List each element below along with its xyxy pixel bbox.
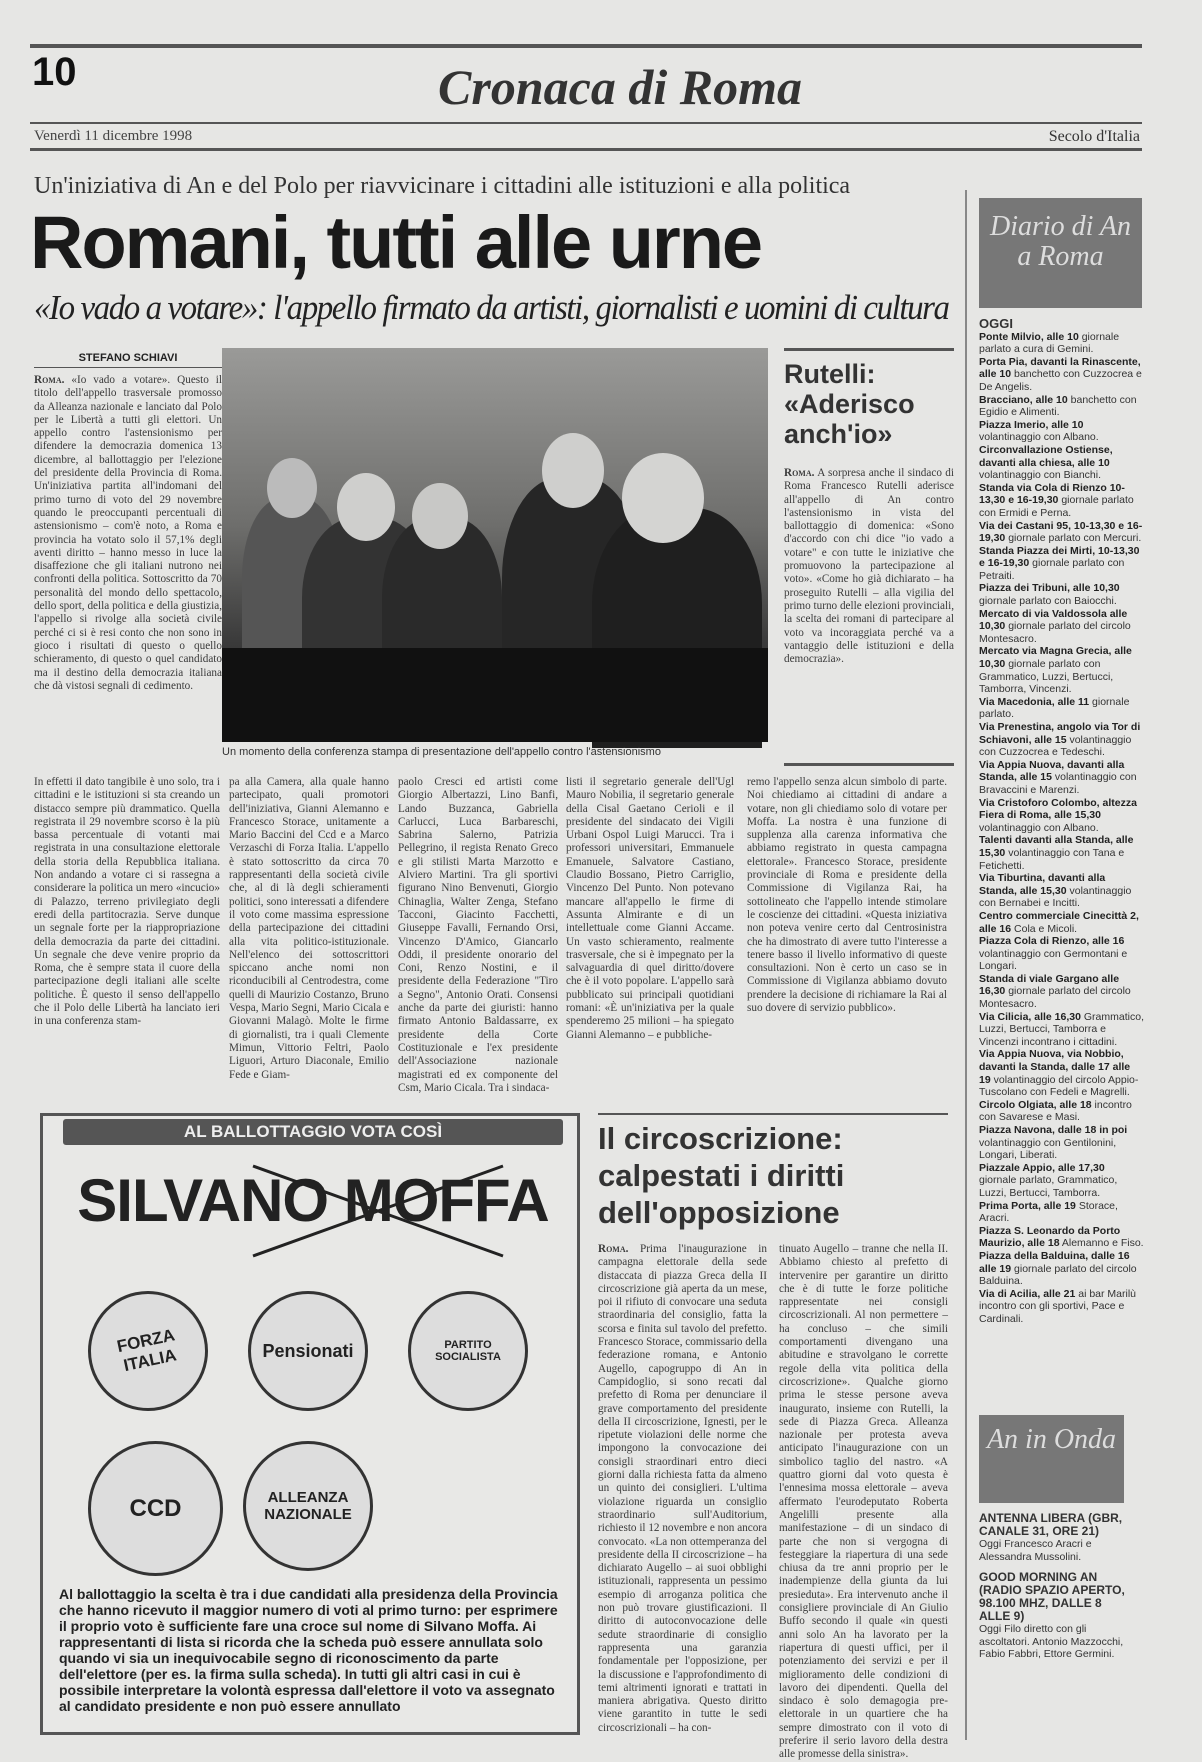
event-desc: volantinaggio con Germontani e Longari. [979, 947, 1128, 973]
event-item [979, 394, 1144, 419]
event-desc: giornale parlato del circolo Montesacro. [979, 620, 1131, 645]
sidebar [965, 190, 1150, 1740]
radio-desc: Oggi Filo diretto con gli ascoltatori. Antonio Mazzocchi, Fabio Fabbri, Ettore Germini. [979, 1623, 1124, 1661]
event-place: Via di Acilia, alle 21 [979, 1287, 1076, 1300]
event-item [979, 545, 1144, 583]
event-item [979, 973, 1144, 1011]
event-place: Via Tiburtina, davanti alla Standa, alle 15,30 [979, 872, 1106, 897]
article-column: paolo Cresci ed artisti come Giorgio Albertazzi, Lino Banfi, Lando Buzzanca, Gabriella Carlucci, Luca Barbareschi, Sabrina Salerno, Patrizia Pellegrino, il regista Renato Greco e gli stilisti Marta Marzotto e Alviero Martini. Tra gli sportivi figurano Nino Benvenuti, Giorgio Chinaglia, Walter Zenga, Stefano Tacconi, Giacinto Facchetti, Giuseppe Favalli, Fernando Orsi, Vincenzo D'Amico, Giancarlo Oddi, il presidente onorario del Coni, Renzo Nostini, e il presidente della Federazione "Tiro a Segno", Antonio Orati. Consensi anche da parte dei giuristi: hanno firmato Antonio Baldassarre, ex presidente della Corte Costituzionale e l'ex presidente dell'Associazione nazionale magistrati ed ex componente del Csm, Mario Cicala. Tra i sindaca- [398, 776, 558, 1094]
event-place: Via Appia Nuova, davanti alla Standa, alle 15 [979, 758, 1125, 784]
date-rule [30, 122, 1142, 124]
event-desc: volantinaggio del circolo Appio-Tuscolano con Fedeli e Magrelli. [979, 1073, 1139, 1099]
event-item [979, 482, 1144, 520]
event-desc: ai bar Marilù incontro con gli sportivi, Pace e Cardinali. [979, 1287, 1137, 1325]
event-desc: giornale parlato con Mercuri. [1008, 532, 1142, 545]
events [979, 331, 1144, 1326]
event-place: Prima Porta, alle 19 [979, 1199, 1076, 1212]
event-place: Centro commerciale Cinecittà 2, alle 16 [979, 909, 1139, 935]
event-place: Piazza Navona, dalle 18 in poi [979, 1124, 1128, 1136]
oggi-label: OGGI [979, 316, 1013, 331]
event-item [979, 872, 1144, 910]
event-item [979, 331, 1144, 356]
event-desc: giornale parlato del circolo Montesacro. [979, 985, 1131, 1011]
event-desc: volantinaggio con Bianchi. [979, 469, 1102, 482]
event-place: Bracciano, alle 10 [979, 393, 1068, 406]
event-desc: incontro con Savarese e Masi. [979, 1098, 1132, 1124]
event-desc: giornale parlato a cura di Gemini. [979, 330, 1120, 356]
circoscrizione-headline: Il circoscrizione: calpestati i diritti dell'opposizione [598, 1121, 845, 1230]
article-subhead: «Io vado a votare»: l'appello firmato da artisti, giornalisti e uomini di cultura [34, 288, 949, 327]
photo-caption: Un momento della conferenza stampa di presentazione dell'appello contro l'astensionismo [222, 746, 661, 758]
event-desc: Cola e Micoli. [1014, 922, 1078, 935]
election-advert [40, 1113, 580, 1735]
masthead-rule [30, 148, 1142, 151]
event-item [979, 1011, 1144, 1049]
ballot-cross-icon [243, 1156, 513, 1266]
event-place: Ponte Milvio, alle 10 [979, 330, 1079, 343]
event-place: Mercato di via Valdossola alle 10,30 [979, 607, 1128, 633]
top-rule [30, 44, 1142, 48]
an-in-onda-title: An in Onda [979, 1415, 1124, 1503]
section-title [380, 58, 860, 116]
event-desc: banchetto con Egidio e Alimenti. [979, 393, 1137, 419]
event-desc: giornale parlato, Grammatico, Luzzi, Bertucci, Tamborra. [979, 1174, 1118, 1199]
event-desc: giornale parlato con Baiocchi. [979, 595, 1117, 608]
rutelli-article [784, 348, 954, 766]
event-place: Via Cristoforo Colombo, altezza Fiera di Roma, alle 15,30 [979, 796, 1137, 822]
event-item [979, 1200, 1144, 1225]
event-place: Via Macedonia, alle 11 [979, 695, 1090, 708]
rutelli-body: A sorpresa anche il sindaco di Roma Francesco Rutelli aderisce all'appello di An contro l'astensionismo in vista del ballottaggio di domenica: «Sono d'accordo con chi dice "io vado a votare" e con tutte le iniziative che promuovono la partecipazione al voto». «Come ho già dichiarato – ha proseguito Rutelli – alla vigilia del primo turno delle elezioni provinciali, la scelta dei romani di partecipare al voto va incoraggiata perché va a vantaggio delle istituzioni e della democrazia». [784, 467, 954, 666]
event-item [979, 444, 1144, 482]
rutelli-headline: Rutelli: «Aderisco anch'io» [784, 359, 915, 449]
event-place: Porta Pia, davanti la Rinascente, alle 10 [979, 355, 1141, 381]
press-conference-photo [222, 348, 768, 742]
newspaper-name: Secolo d'Italia [1048, 128, 1140, 145]
article-lead [34, 374, 222, 772]
article-column: tinuato Augello – tranne che nella II. Abbiamo chiesto al prefetto di intervenire per garantire un diritto che è di tutte le forze politiche rappresentate nei consigli circoscrizionali. Al non permettere – ha concluso – che simili comportamenti divengano una abitudine e stravolgano le corrette regole della vita politica della circoscrizione». Qualche giorno prima le stesse persone aveva inaugurato, insieme con Rutelli, la sede di Piazza Greca. Alleanza nazionale per protesta aveva anticipato l'inaugurazione con un simbolico taglio del nastro. «A quattro giorni dal voto questa è l'ennesima mossa elettorale – aveva affermato l'eurodeputato Roberta Angelilli presente alla manifestazione – di un sindaco di parte che non si vergogna di festeggiare la riapertura di una sede chiusa da tre anni proprio per le inadempienze della giunta da lui presieduta». Era intervenuto anche il consigliere provinciale di An Giulio Buffo secondo il quale «in questi anni solo An ha lavorato per la riapertura di questi uffici, per il potenziamento dei servizi e per il miglioramento delle condizioni di lavoro dei dipendenti. Quella del sindaco è solo demagogia pre-elettorale in un quartiere che ha sempre dimostrato con il voto di preferire il serio lavoro della destra alle promesse della sinistra». [779, 1243, 948, 1761]
event-desc: Storace, Aracri. [979, 1199, 1118, 1225]
event-item [979, 608, 1144, 646]
radio-title: ANTENNA LIBERA (GBR, CANALE 31, ORE 21) [979, 1511, 1123, 1538]
event-place: Piazza Imerio, alle 10 [979, 418, 1084, 431]
article-headline: Romani, tutti alle urne [30, 201, 762, 284]
event-item [979, 1162, 1144, 1200]
event-place: Circolo Olgiata, alle 18 [979, 1098, 1092, 1111]
radio-desc: Oggi Francesco Aracri e Alessandra Mussolini. [979, 1538, 1092, 1563]
partito-socialista-logo: PARTITO SOCIALISTA [408, 1291, 528, 1411]
issue-date: Venerdì 11 dicembre 1998 [34, 128, 193, 144]
event-place: Piazza Cola di Rienzo, alle 16 [979, 935, 1125, 948]
event-item [979, 1048, 1144, 1098]
article-column: pa alla Camera, alla quale hanno partecipato, quali promotori dell'iniziativa, Gianni Alemanno e Francesco Storace, unitamente a Mario Baccini del Ccd e a Marco Verzaschi di Forza Italia. L'appello è stato sottoscritto da circa 70 rappresentanti della società civile che, al di là degli schieramenti politici, sono interessati a difendere il voto come massima espressione della partecipazione dei cittadini alla vita politico-istituzionale. Nell'elenco dei sottoscrittori spiccano anche nomi non riconducibili al Centrodestra, come quelli di Maurizio Costanzo, Bruno Vespa, Mario Segni, Mario Cicala e Giovanni Malagò. Molte le firme di giornalisti, tra i quali Clemente Mimun, Vittorio Feltri, Paolo Liguori, Arturo Diaconale, Emilio Fede e Giam- [229, 776, 389, 1081]
ad-banner: AL BALLOTTAGGIO VOTA COSÌ [63, 1119, 563, 1145]
event-item [979, 834, 1144, 872]
article-column: In effetti il dato tangibile è uno solo, tra i cittadini e le istituzioni si sta creando un distacco sempre più drammatico. Quella registrata il 29 novembre scorso è la più bassa percentuale di votanti mai registrata in una consultazione elettorale della storia della Repubblica italiana. Non andando a votare ci si rassegna a considerare la politica un mero «incucio» di Palazzo, terreno privilegiato degli eredi della partitocrazia. Serve dunque un segnale forte per la riappropriazione della democrazia da parte dei cittadini. Un segnale che deve venire proprio da Roma, che è sempre stata il cuore della partecipazione degli italiani alle scelte politiche. È questo il senso dell'appello che il Polo delle Libertà ha lanciato ieri in una conferenza stam- [34, 776, 220, 1028]
event-desc: giornale parlato con Grammatico, Luzzi, Bertucci, Tamborra, Vincenzi. [979, 658, 1114, 696]
event-item [979, 696, 1144, 721]
forza-italia-logo: FORZA ITALIA [77, 1280, 219, 1422]
diario-title: Diario di An a Roma [979, 198, 1142, 308]
event-item [979, 419, 1144, 444]
event-desc: volantinaggio con Albano. [979, 431, 1099, 444]
event-place: Piazza dei Tribuni, alle 10,30 [979, 582, 1120, 595]
event-item [979, 797, 1144, 835]
candidate-name: SILVANO MOFFA [77, 1167, 549, 1234]
event-item [979, 1288, 1144, 1326]
event-desc: volantinaggio con Bravaccini e Marenzi. [979, 771, 1137, 796]
rutelli-text [784, 467, 954, 666]
event-place: Via Cilicia, alle 16,30 [979, 1010, 1081, 1023]
article-column: remo l'appello senza alcun simbolo di parte. Noi chiediamo ai cittadini di andare a votare, non gli chiediamo solo di votare per Moffa. La nostra è una funzione di supplenza alla carenza informativa che abbiamo registrato in questa campagna elettorale». Francesco Storace, presidente provinciale di Roma e presidente della Commissione di Vigilanza Rai, ha sottolineato che l'appello intende stimolare le coscienze dei cittadini. «Questa iniziativa non poteva venire certo dal Centrosinistra che ha dimostrato di avere tutto l'interesse a tenere basso il livello informativo di queste consultazioni. Non è certo un caso se in Commissione di Vigilanza abbiamo dovuto prendere la decisione di richiamare la Rai al suo dovere di servizio pubblico». [747, 776, 947, 1015]
dateline: Roma. [784, 467, 815, 479]
event-item [979, 935, 1144, 973]
event-item [979, 759, 1144, 797]
event-place: Circonvallazione Ostiense, davanti alla chiesa, alle 10 [979, 443, 1113, 469]
event-place: Talenti davanti alla Standa, alle 15,30 [979, 834, 1134, 859]
event-place: Standa via Cola di Rienzo 10-13,30 e 16-19,30 [979, 481, 1125, 507]
page-number: 10 [32, 50, 77, 94]
events-list [979, 318, 1144, 1398]
event-place: Standa Piazza dei Mirti, 10-13,30 e 16-19,30 [979, 544, 1140, 570]
event-place: Piazza della Balduina, dalle 16 alle 19 [979, 1249, 1130, 1275]
article-kicker: Un'iniziativa di An e del Polo per riavvicinare i cittadini alle istituzioni e alla politica [34, 173, 851, 199]
byline: STEFANO SCHIAVI [34, 352, 222, 368]
event-desc: volantinaggio con Cuzzocrea e Tedeschi. [979, 733, 1132, 759]
dateline: Roma. [34, 374, 65, 386]
event-desc: giornale parlato del circolo Balduina. [979, 1262, 1137, 1288]
lead-text: «Io vado a votare». Questo il titolo dell'appello trasversale promosso da Alleanza nazionale e lanciato dal Polo per le Libertà a tutti gli elettori. Un appello contro l'astensionismo per difendere la democrazia domenica 13 dicembre, al ballottaggio per l'elezione del presidente della Provincia di Roma. Un'iniziativa partita all'indomani del primo turno di voto del 29 novembre quando le preoccupanti percentuali di astensionismo – com'è noto, a Roma e provincia ha votato solo il 57,1% degli aventi diritto – hanno messo in luce la disaffezione che gli italiani nutrono nei confronti della politica. Sottoscritto da 70 personalità del mondo dello spettacolo, dello sport, della politica e della giustizia, l'appello si rivolge alla società civile perché ci si è resi conto che non sono in gioco i risultati di questo o quello schieramento, di questo o quel candidato ma il destino della democrazia italiana che dà vistosi segnali di cedimento. [34, 374, 222, 692]
event-place: Mercato via Magna Grecia, alle 10,30 [979, 645, 1132, 671]
event-place: Via dei Castani 95, 10-13,30 e 16-19,30 [979, 519, 1143, 545]
event-desc: volantinaggio con Bernabei e Incitti. [979, 884, 1132, 910]
radio-title: GOOD MORNING AN (RADIO SPAZIO APERTO, 98.100 MHZ, DALLE 8 ALLE 9) [979, 1570, 1125, 1624]
event-item [979, 910, 1144, 935]
event-place: Piazzale Appio, alle 17,30 [979, 1161, 1105, 1174]
event-item [979, 520, 1144, 545]
event-desc: volantinaggio con Albano. [979, 821, 1099, 834]
event-desc: banchetto con Cuzzocrea e De Angelis. [979, 368, 1142, 393]
event-desc: volantinaggio con Gentilonini, Longari, Liberati. [979, 1136, 1117, 1162]
circoscrizione-article [598, 1113, 948, 1761]
event-place: Piazza S. Leonardo da Porto Maurizio, alle 18 [979, 1224, 1121, 1250]
ad-instructions: Al ballottaggio la scelta è tra i due candidati alla presidenza della Provincia che hanno ricevuto il maggior numero di voti al primo turno: per esprimere il proprio voto è sufficiente fare una croce sul nome di Silvano Moffa. Ai rappresentanti di lista si ricorda che la scheda può essere annullata solo quando vi sia un inequivocabile segno di riconoscimento da parte dell'elettore (per es. la firma sulla scheda). In tutti gli altri casi in cui è possibile interpretare la volontà espressa dall'elettore il voto va assegnato al candidato presidente e non può essere annullato [59, 1586, 558, 1714]
alleanza-nazionale-logo: ALLEANZA NAZIONALE [243, 1441, 373, 1571]
article-column: listi il segretario generale dell'Ugl Mauro Nobilia, il segretario generale della Cisal Gaetano Cerioli e il presidente del sindacato dei Vigili Urbani Ospol Luigi Marucci. Tra i professori universitari, Emmanuele Emanuele, Salvatore Castiano, Claudio Bossano, Pietro Carriglio, Vincenzo Del Punto. Non potevano mancare all'appello le firme di Assunta Almirante e di un intellettuale come Gianni Accame. Un vasto schieramento, realmente trasversale, che si è impegnato per la salvaguardia di quel diritto/dovere che è il voto popolare. L'appello sarà pubblicato sui principali quotidiani romani: «È un'iniziativa per la quale spenderemo 25 milioni – ha spiegato Gianni Alemanno – e pubbliche- [566, 776, 734, 1041]
section-title-text: Cronaca di Roma [438, 59, 802, 115]
event-desc: Grammatico, Luzzi, Bertucci, Tamborra e Vincenzi incontrano i cittadini. [979, 1010, 1144, 1048]
event-desc: giornale parlato con Ermidi e Perna. [979, 494, 1134, 519]
column-text: Prima l'inaugurazione in campagna elettorale della sede distaccata di piazza Greca della II circoscrizione già aperta da un mese, poi il rifiuto di convocare una seduta straordinaria del consiglio, fatta la scorsa e finita sul tavolo del prefetto. Francesco Storace, commissario della federazione romana, e Antonio Augello, capogruppo di An in Campidoglio, si sono recati dal prefetto di Roma per denunciare il grave comportamento del presidente della II circoscrizione, Ignesti, per le ripetute violazioni delle norme che impongono la convocazione dei consigli straordinari entro dieci giorni dalla richiesta fatta da almeno un quinto dei consiglieri. L'ultima violazione riguarda un consiglio straordinario sull'Auditorium, richiesto il 12 novembre e non ancora convocato. «La non ottemperanza del presidente della II circoscrizione – ha dichiarato Augello – ai suoi obblighi istituzionali, rappresenta un pessimo esempio di arroganza politica che non può trovare giustificazioni. Il diritto di autoconvocazione delle sedute straordinarie di consiglio rappresenta una garanzia fondamentale per l'opposizione, per la discussione e l'approfondimento di temi altrimenti ignorati e trattati in maniera abrigativa. Questo diritto viene garantito in tutte le sedi circoscrizionali – ha con- [598, 1243, 767, 1734]
event-desc: giornale parlato. [979, 695, 1130, 721]
event-item [979, 721, 1144, 759]
radio-list [979, 1512, 1129, 1661]
event-place: Via Prenestina, angolo via Tor di Schiavoni, alle 15 [979, 721, 1141, 746]
ccd-logo: CCD [88, 1441, 223, 1576]
event-item [979, 1099, 1144, 1124]
event-item [979, 645, 1144, 695]
event-item [979, 356, 1144, 394]
event-desc: volantinaggio con Tana e Fetichetti. [979, 846, 1125, 872]
table [222, 648, 768, 742]
event-item [979, 1250, 1144, 1288]
event-place: Via Appia Nuova, via Nobbio, davanti la Standa, dalle 17 alle 19 [979, 1048, 1131, 1086]
event-item [979, 1124, 1144, 1162]
pensionati-logo: Pensionati [248, 1291, 368, 1411]
event-desc: giornale parlato con Petraiti. [979, 557, 1125, 582]
event-desc: Alemanno e Fiso. [1061, 1237, 1144, 1250]
event-item [979, 1225, 1144, 1250]
event-place: Standa di viale Gargano alle 16,30 [979, 972, 1120, 998]
dateline: Roma. [598, 1243, 629, 1255]
event-item [979, 582, 1144, 607]
article-column [598, 1243, 767, 1762]
